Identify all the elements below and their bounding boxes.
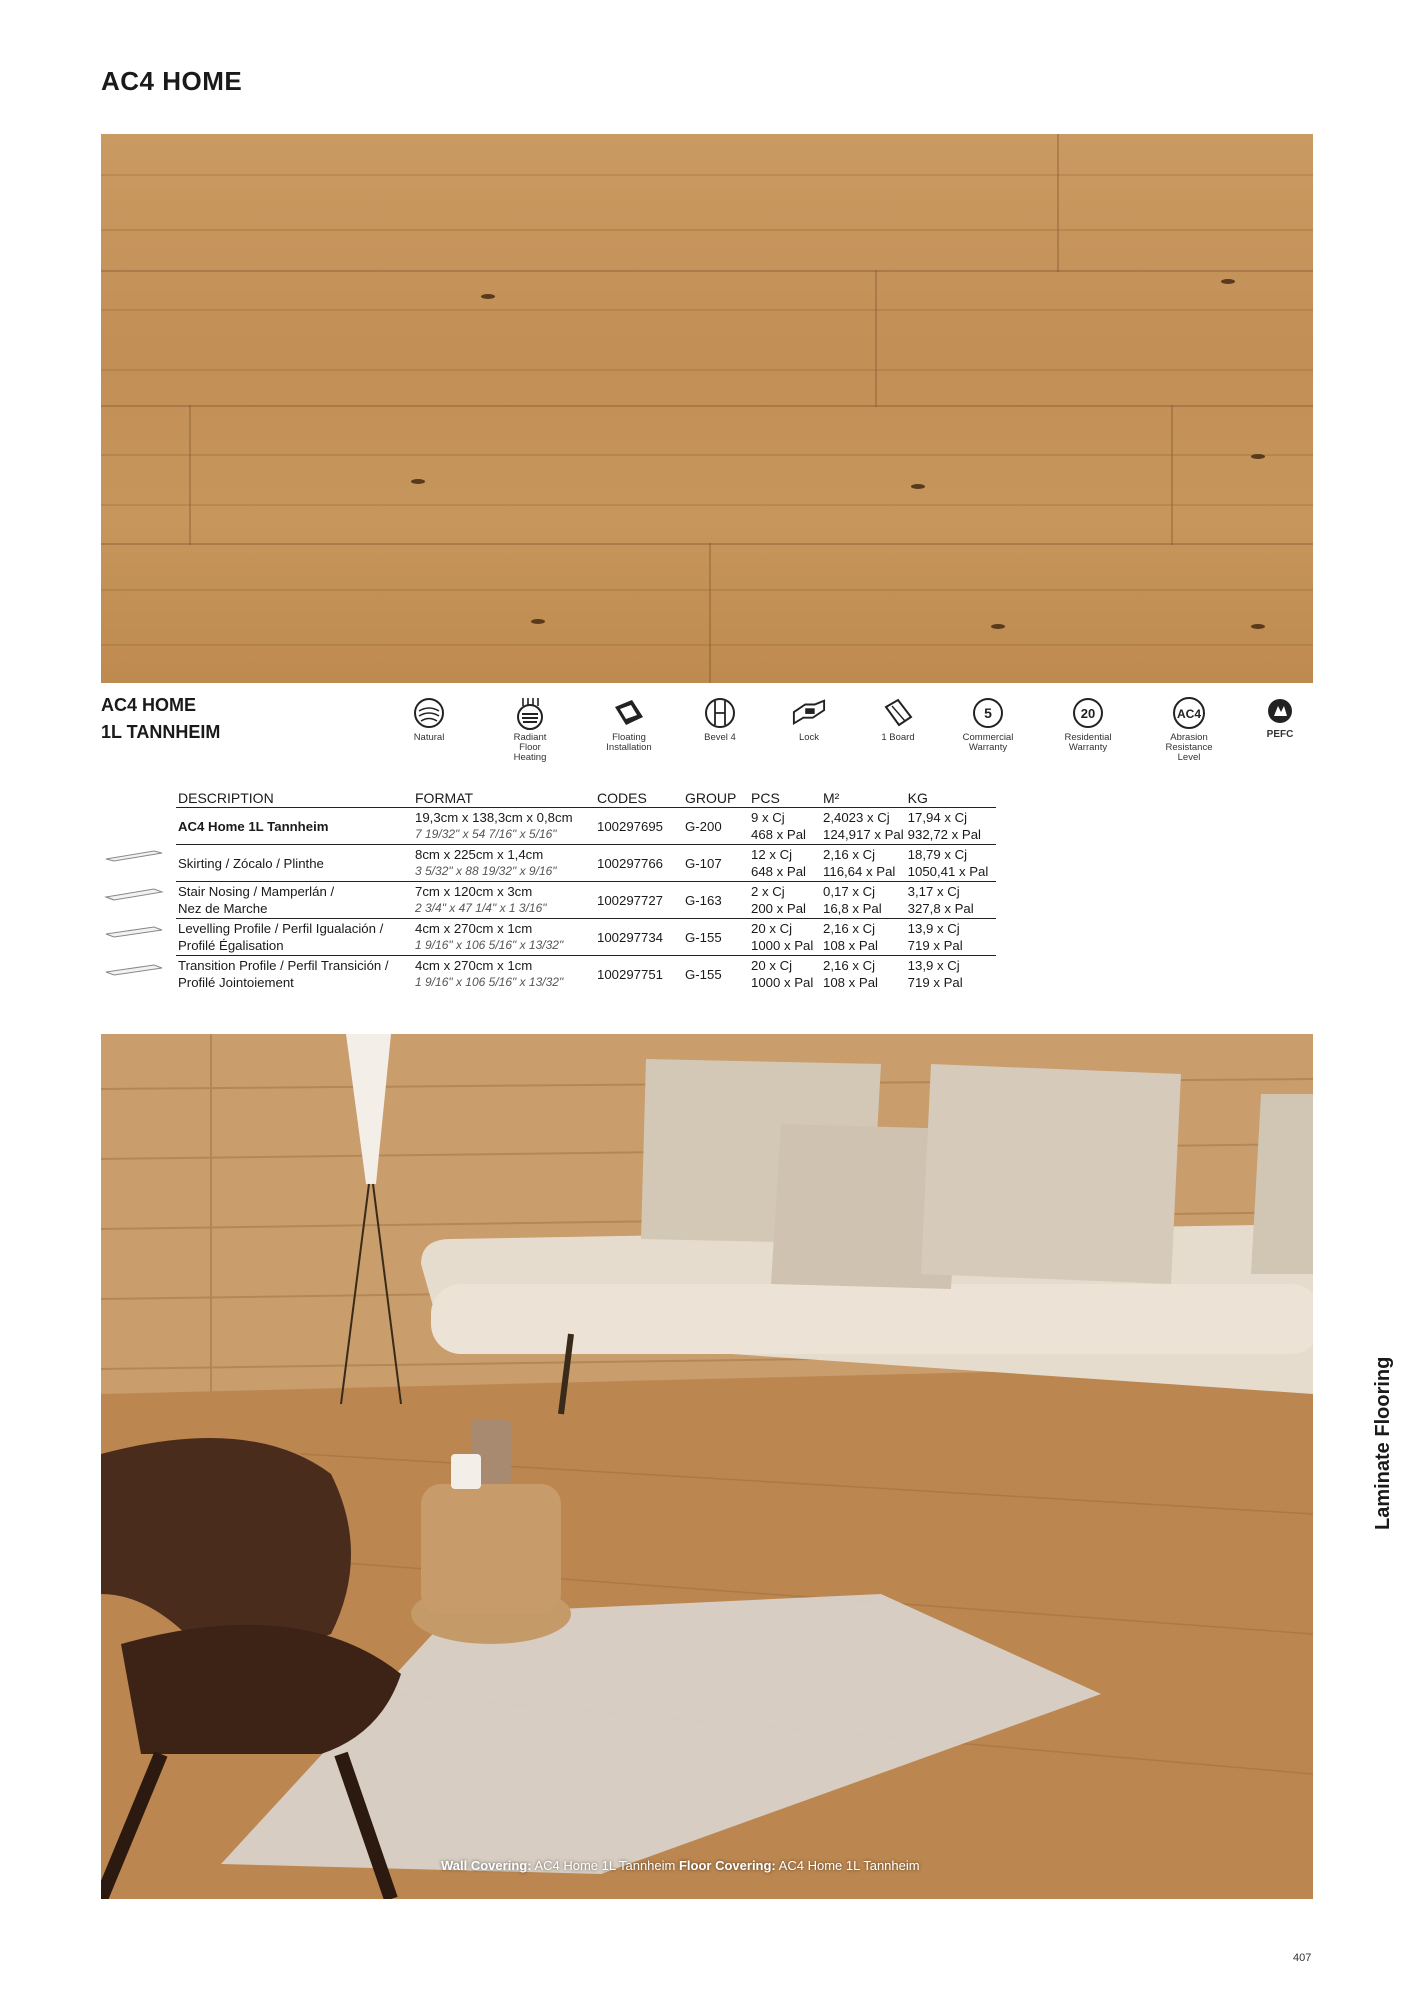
wall-covering-label: Wall Covering: xyxy=(441,1858,532,1873)
cell-code: 100297734 xyxy=(595,919,683,956)
cell-m2: 2,16 x Cj 108 x Pal xyxy=(823,958,878,990)
cell-m2: 2,16 x Cj 116,64 x Pal xyxy=(821,845,906,882)
cell-pcs: 9 x Cj 468 x Pal xyxy=(749,808,821,845)
cell-format: 4cm x 270cm x 1cm 1 9/16" x 106 5/16" x 13/32" xyxy=(413,919,595,956)
section-side-label: Laminate Flooring xyxy=(1372,1356,1394,1530)
pefc-icon xyxy=(1263,696,1297,730)
stair-nosing-thumbnail xyxy=(104,887,164,901)
header-codes: CODES xyxy=(595,790,683,808)
cell-description: Stair Nosing / Mamperlán / Nez de Marche xyxy=(176,882,413,919)
svg-text:20: 20 xyxy=(1080,706,1096,721)
wall-covering-value: AC4 Home 1L Tannheim xyxy=(534,1858,676,1873)
wood-texture-image xyxy=(101,134,1313,683)
bevel-icon xyxy=(703,696,737,730)
header-group: GROUP xyxy=(683,790,749,808)
header-format: FORMAT xyxy=(413,790,595,808)
cell-m2: 2,16 x Cj 108 x Pal xyxy=(821,919,906,956)
cell-description: Transition Profile / Perfil Transición / Profilé Jointoiement xyxy=(178,958,389,990)
feature-commercial-warranty: 5 Commercial Warranty xyxy=(943,696,1033,753)
natural-icon xyxy=(412,696,446,730)
skirting-thumbnail xyxy=(104,849,164,863)
commercial-warranty-icon xyxy=(971,696,1005,730)
cell-format: 19,3cm x 138,3cm x 0,8cm 7 19/32" x 54 7/16" x 5/16" xyxy=(413,808,595,845)
cell-group: G-107 xyxy=(683,845,749,882)
cell-pcs: 2 x Cj 200 x Pal xyxy=(749,882,821,919)
feature-abrasion: AC4 Abrasion Resistance Level xyxy=(1144,696,1234,763)
floor-covering-label: Floor Covering: xyxy=(678,1858,776,1873)
residential-warranty-icon xyxy=(1071,696,1105,730)
spec-table xyxy=(176,790,996,992)
cell-code: 100297727 xyxy=(595,882,683,919)
table-row xyxy=(176,919,996,956)
header-m2: M² xyxy=(821,790,906,808)
feature-floating: Floating Installation xyxy=(584,696,674,753)
cell-description: Skirting / Zócalo / Plinthe xyxy=(176,845,413,882)
cell-group: G-163 xyxy=(683,882,749,919)
feature-pefc: PEFC xyxy=(1250,696,1310,740)
levelling-profile-thumbnail xyxy=(104,925,164,939)
page-title: AC4 HOME xyxy=(101,66,243,96)
cell-format: 8cm x 225cm x 1,4cm 3 5/32" x 88 19/32" x 9/16" xyxy=(413,845,595,882)
table-row xyxy=(176,808,996,845)
table-row xyxy=(176,882,996,919)
feature-natural: Natural xyxy=(384,696,474,743)
table-row xyxy=(176,845,996,882)
table-header-row xyxy=(176,790,996,808)
radiant-floor-heating-icon xyxy=(513,696,547,730)
cell-m2: 2,4023 x Cj 124,917 x Pal xyxy=(821,808,906,845)
feature-residential-warranty: 20 Residential Warranty xyxy=(1043,696,1133,753)
svg-text:5: 5 xyxy=(984,705,992,721)
svg-text:AC4: AC4 xyxy=(1176,707,1202,721)
table-row xyxy=(176,956,996,993)
feature-lock: Lock xyxy=(764,696,854,743)
cell-m2: 0,17 x Cj 16,8 x Pal xyxy=(821,882,906,919)
cell-pcs: 20 x Cj 1000 x Pal xyxy=(751,958,814,990)
page-number: 407 xyxy=(1293,1952,1312,1964)
transition-profile-thumbnail xyxy=(104,963,164,977)
cell-code: 100297766 xyxy=(595,845,683,882)
header-pcs: PCS xyxy=(749,790,821,808)
header-description: DESCRIPTION xyxy=(176,790,413,808)
cell-group: G-155 xyxy=(685,966,722,982)
cell-description: Levelling Profile / Perfil Igualación / Profilé Égalisation xyxy=(176,919,413,956)
cell-kg: 13,9 x Cj 719 x Pal xyxy=(907,958,963,990)
abrasion-icon xyxy=(1172,696,1206,730)
floor-covering-value: AC4 Home 1L Tannheim xyxy=(778,1858,920,1873)
product-name xyxy=(101,692,220,746)
photo-caption xyxy=(441,1858,920,1873)
header-kg: KG xyxy=(906,790,996,808)
cell-pcs: 20 x Cj 1000 x Pal xyxy=(749,919,821,956)
cell-kg: 3,17 x Cj 327,8 x Pal xyxy=(906,882,996,919)
cell-kg: 13,9 x Cj 719 x Pal xyxy=(906,919,996,956)
cell-pcs: 12 x Cj 648 x Pal xyxy=(749,845,821,882)
product-line1: AC4 HOME xyxy=(101,695,197,715)
room-scene-image xyxy=(101,1034,1313,1899)
feature-radiant-heating: Radiant Floor Heating xyxy=(485,696,575,763)
cell-code: 100297695 xyxy=(595,808,683,845)
product-line2: 1L TANNHEIM xyxy=(101,722,221,742)
cell-group: G-155 xyxy=(683,919,749,956)
cell-description: AC4 Home 1L Tannheim xyxy=(176,808,413,845)
cell-kg: 18,79 x Cj 1050,41 x Pal xyxy=(906,845,996,882)
cell-format: 7cm x 120cm x 3cm 2 3/4" x 47 1/4" x 1 3/16" xyxy=(413,882,595,919)
lock-icon xyxy=(792,696,826,730)
cell-kg: 17,94 x Cj 932,72 x Pal xyxy=(906,808,996,845)
one-board-icon xyxy=(881,696,915,730)
cell-code: 100297751 xyxy=(597,966,664,982)
cell-format: 4cm x 270cm x 1cm 1 9/16" x 106 5/16" x 13/32" xyxy=(415,958,564,989)
floating-installation-icon xyxy=(612,696,646,730)
feature-bevel: Bevel 4 xyxy=(675,696,765,743)
feature-one-board: 1 Board xyxy=(853,696,943,743)
cell-group: G-200 xyxy=(683,808,749,845)
